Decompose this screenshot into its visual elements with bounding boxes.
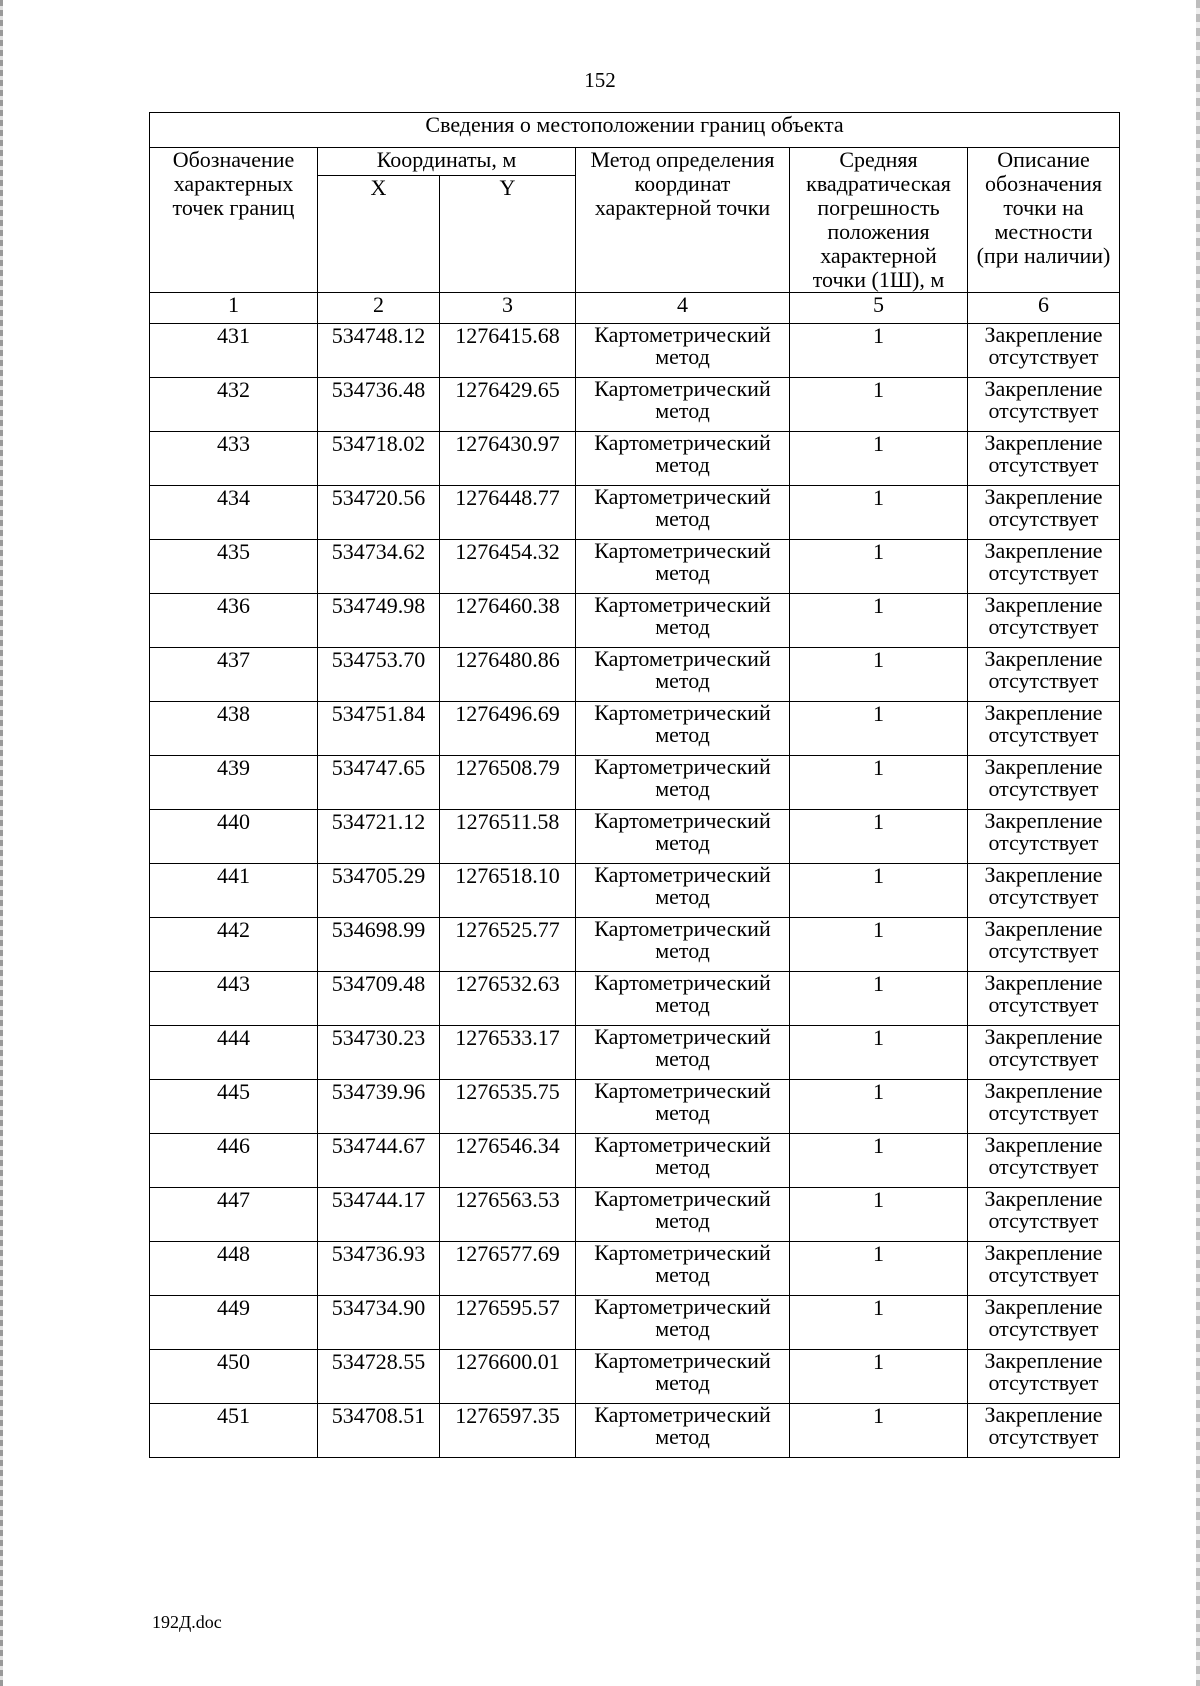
- cell-coord-y: 1276546.34: [440, 1134, 576, 1188]
- cell-point-id: 434: [150, 486, 318, 540]
- cell-error: 1: [790, 1080, 968, 1134]
- cell-point-id: 450: [150, 1350, 318, 1404]
- cell-error: 1: [790, 1026, 968, 1080]
- cell-error: 1: [790, 864, 968, 918]
- cell-error: 1: [790, 1134, 968, 1188]
- cell-coord-x: 534736.93: [318, 1242, 440, 1296]
- column-number: 6: [968, 293, 1120, 324]
- cell-method: Картометрический метод: [576, 432, 790, 486]
- cell-desc: Закрепление отсутствует: [968, 1296, 1120, 1350]
- cell-coord-y: 1276600.01: [440, 1350, 576, 1404]
- cell-coord-y: 1276595.57: [440, 1296, 576, 1350]
- cell-coord-y: 1276525.77: [440, 918, 576, 972]
- cell-point-id: 451: [150, 1404, 318, 1458]
- table-row: [150, 324, 1120, 378]
- cell-desc: Закрепление отсутствует: [968, 486, 1120, 540]
- cell-desc: Закрепление отсутствует: [968, 1080, 1120, 1134]
- cell-coord-x: 534705.29: [318, 864, 440, 918]
- cell-coord-y: 1276518.10: [440, 864, 576, 918]
- cell-coord-x: 534748.12: [318, 324, 440, 378]
- cell-coord-x: 534718.02: [318, 432, 440, 486]
- cell-method: Картометрический метод: [576, 1404, 790, 1458]
- cell-desc: Закрепление отсутствует: [968, 648, 1120, 702]
- table-row: [150, 1026, 1120, 1080]
- cell-coord-y: 1276508.79: [440, 756, 576, 810]
- cell-point-id: 449: [150, 1296, 318, 1350]
- cell-desc: Закрепление отсутствует: [968, 1404, 1120, 1458]
- cell-method: Картометрический метод: [576, 1026, 790, 1080]
- cell-coord-x: 534720.56: [318, 486, 440, 540]
- cell-point-id: 443: [150, 972, 318, 1026]
- table-caption-row: [150, 113, 1120, 148]
- cell-desc: Закрепление отсутствует: [968, 1134, 1120, 1188]
- cell-method: Картометрический метод: [576, 648, 790, 702]
- cell-coord-y: 1276460.38: [440, 594, 576, 648]
- cell-method: Картометрический метод: [576, 1080, 790, 1134]
- cell-coord-x: 534709.48: [318, 972, 440, 1026]
- cell-method: Картометрический метод: [576, 324, 790, 378]
- cell-point-id: 435: [150, 540, 318, 594]
- cell-method: Картометрический метод: [576, 1296, 790, 1350]
- table-row: [150, 972, 1120, 1026]
- cell-point-id: 446: [150, 1134, 318, 1188]
- cell-point-id: 442: [150, 918, 318, 972]
- cell-error: 1: [790, 810, 968, 864]
- cell-point-id: 444: [150, 1026, 318, 1080]
- cell-method: Картометрический метод: [576, 1242, 790, 1296]
- cell-point-id: 440: [150, 810, 318, 864]
- column-number-row: [150, 293, 1120, 324]
- table-row: [150, 594, 1120, 648]
- cell-desc: Закрепление отсутствует: [968, 324, 1120, 378]
- table-row: [150, 702, 1120, 756]
- cell-coord-y: 1276597.35: [440, 1404, 576, 1458]
- cell-method: Картометрический метод: [576, 1350, 790, 1404]
- cell-method: Картометрический метод: [576, 864, 790, 918]
- cell-coord-y: 1276429.65: [440, 378, 576, 432]
- scan-edge-left: [0, 0, 3, 1686]
- cell-point-id: 432: [150, 378, 318, 432]
- table-row: [150, 1242, 1120, 1296]
- table-row: [150, 1134, 1120, 1188]
- cell-method: Картометрический метод: [576, 378, 790, 432]
- cell-coord-x: 534751.84: [318, 702, 440, 756]
- cell-desc: Закрепление отсутствует: [968, 1242, 1120, 1296]
- cell-coord-x: 534744.17: [318, 1188, 440, 1242]
- table-row: [150, 918, 1120, 972]
- cell-error: 1: [790, 756, 968, 810]
- cell-coord-y: 1276577.69: [440, 1242, 576, 1296]
- footer-filename: 192Д.doc: [152, 1612, 222, 1632]
- cell-coord-x: 534698.99: [318, 918, 440, 972]
- cell-coord-x: 534753.70: [318, 648, 440, 702]
- table-row: [150, 1296, 1120, 1350]
- cell-coord-y: 1276415.68: [440, 324, 576, 378]
- cell-error: 1: [790, 594, 968, 648]
- cell-coord-y: 1276533.17: [440, 1026, 576, 1080]
- column-number: 4: [576, 293, 790, 324]
- cell-desc: Закрепление отсутствует: [968, 1188, 1120, 1242]
- cell-coord-y: 1276430.97: [440, 432, 576, 486]
- cell-method: Картометрический метод: [576, 810, 790, 864]
- cell-error: 1: [790, 324, 968, 378]
- cell-point-id: 438: [150, 702, 318, 756]
- cell-coord-x: 534734.90: [318, 1296, 440, 1350]
- cell-point-id: 445: [150, 1080, 318, 1134]
- cell-desc: Закрепление отсутствует: [968, 432, 1120, 486]
- cell-coord-y: 1276535.75: [440, 1080, 576, 1134]
- cell-method: Картометрический метод: [576, 702, 790, 756]
- cell-error: 1: [790, 432, 968, 486]
- cell-coord-x: 534708.51: [318, 1404, 440, 1458]
- table-caption: Сведения о местоположении границ объекта: [150, 113, 1120, 148]
- cell-coord-x: 534739.96: [318, 1080, 440, 1134]
- cell-desc: Закрепление отсутствует: [968, 918, 1120, 972]
- boundary-table-container: [149, 112, 1119, 1458]
- page-number: 152: [584, 68, 616, 92]
- header-description: Описание обозначения точки на местности (при наличии): [968, 148, 1120, 293]
- cell-coord-x: 534747.65: [318, 756, 440, 810]
- cell-point-id: 436: [150, 594, 318, 648]
- cell-method: Картометрический метод: [576, 486, 790, 540]
- header-error: Средняя квадратическая погрешность положения характерной точки (1Ш), м: [790, 148, 968, 293]
- cell-coord-x: 534721.12: [318, 810, 440, 864]
- table-row: [150, 1350, 1120, 1404]
- cell-coord-y: 1276511.58: [440, 810, 576, 864]
- table-row: [150, 1404, 1120, 1458]
- cell-method: Картометрический метод: [576, 756, 790, 810]
- cell-error: 1: [790, 918, 968, 972]
- cell-desc: Закрепление отсутствует: [968, 810, 1120, 864]
- table-row: [150, 540, 1120, 594]
- cell-coord-y: 1276448.77: [440, 486, 576, 540]
- cell-desc: Закрепление отсутствует: [968, 540, 1120, 594]
- cell-point-id: 439: [150, 756, 318, 810]
- cell-method: Картометрический метод: [576, 972, 790, 1026]
- cell-desc: Закрепление отсутствует: [968, 378, 1120, 432]
- cell-desc: Закрепление отсутствует: [968, 756, 1120, 810]
- scan-edge-right: [1196, 0, 1200, 1686]
- cell-desc: Закрепление отсутствует: [968, 594, 1120, 648]
- table-row: [150, 648, 1120, 702]
- cell-coord-x: 534749.98: [318, 594, 440, 648]
- cell-method: Картометрический метод: [576, 1134, 790, 1188]
- cell-coord-y: 1276496.69: [440, 702, 576, 756]
- cell-desc: Закрепление отсутствует: [968, 972, 1120, 1026]
- cell-coord-y: 1276532.63: [440, 972, 576, 1026]
- cell-coord-y: 1276454.32: [440, 540, 576, 594]
- column-number: 5: [790, 293, 968, 324]
- cell-error: 1: [790, 540, 968, 594]
- cell-coord-x: 534734.62: [318, 540, 440, 594]
- cell-method: Картометрический метод: [576, 540, 790, 594]
- cell-error: 1: [790, 378, 968, 432]
- cell-point-id: 433: [150, 432, 318, 486]
- header-designation: Обозначение характерных точек границ: [150, 148, 318, 293]
- cell-error: 1: [790, 972, 968, 1026]
- table-row: [150, 378, 1120, 432]
- cell-desc: Закрепление отсутствует: [968, 864, 1120, 918]
- cell-error: 1: [790, 1296, 968, 1350]
- table-row: [150, 486, 1120, 540]
- header-x: X: [318, 175, 440, 292]
- cell-method: Картометрический метод: [576, 594, 790, 648]
- cell-point-id: 447: [150, 1188, 318, 1242]
- boundary-points-table: [149, 112, 1120, 1458]
- header-y: Y: [440, 175, 576, 292]
- cell-error: 1: [790, 1350, 968, 1404]
- table-row: [150, 810, 1120, 864]
- cell-error: 1: [790, 648, 968, 702]
- cell-coord-x: 534728.55: [318, 1350, 440, 1404]
- cell-desc: Закрепление отсутствует: [968, 1026, 1120, 1080]
- header-row-1: [150, 148, 1120, 176]
- column-number: 3: [440, 293, 576, 324]
- cell-error: 1: [790, 486, 968, 540]
- cell-coord-y: 1276480.86: [440, 648, 576, 702]
- header-coordinates: Координаты, м: [318, 148, 576, 176]
- table-row: [150, 864, 1120, 918]
- cell-error: 1: [790, 1404, 968, 1458]
- table-row: [150, 1188, 1120, 1242]
- cell-error: 1: [790, 1188, 968, 1242]
- cell-point-id: 431: [150, 324, 318, 378]
- cell-method: Картометрический метод: [576, 1188, 790, 1242]
- cell-coord-x: 534730.23: [318, 1026, 440, 1080]
- header-method: Метод определения координат характерной точки: [576, 148, 790, 293]
- column-number: 1: [150, 293, 318, 324]
- cell-point-id: 448: [150, 1242, 318, 1296]
- cell-desc: Закрепление отсутствует: [968, 1350, 1120, 1404]
- cell-error: 1: [790, 702, 968, 756]
- cell-method: Картометрический метод: [576, 918, 790, 972]
- cell-coord-x: 534736.48: [318, 378, 440, 432]
- table-row: [150, 432, 1120, 486]
- cell-point-id: 441: [150, 864, 318, 918]
- cell-coord-x: 534744.67: [318, 1134, 440, 1188]
- table-row: [150, 1080, 1120, 1134]
- cell-error: 1: [790, 1242, 968, 1296]
- cell-desc: Закрепление отсутствует: [968, 702, 1120, 756]
- cell-coord-y: 1276563.53: [440, 1188, 576, 1242]
- cell-point-id: 437: [150, 648, 318, 702]
- column-number: 2: [318, 293, 440, 324]
- table-row: [150, 756, 1120, 810]
